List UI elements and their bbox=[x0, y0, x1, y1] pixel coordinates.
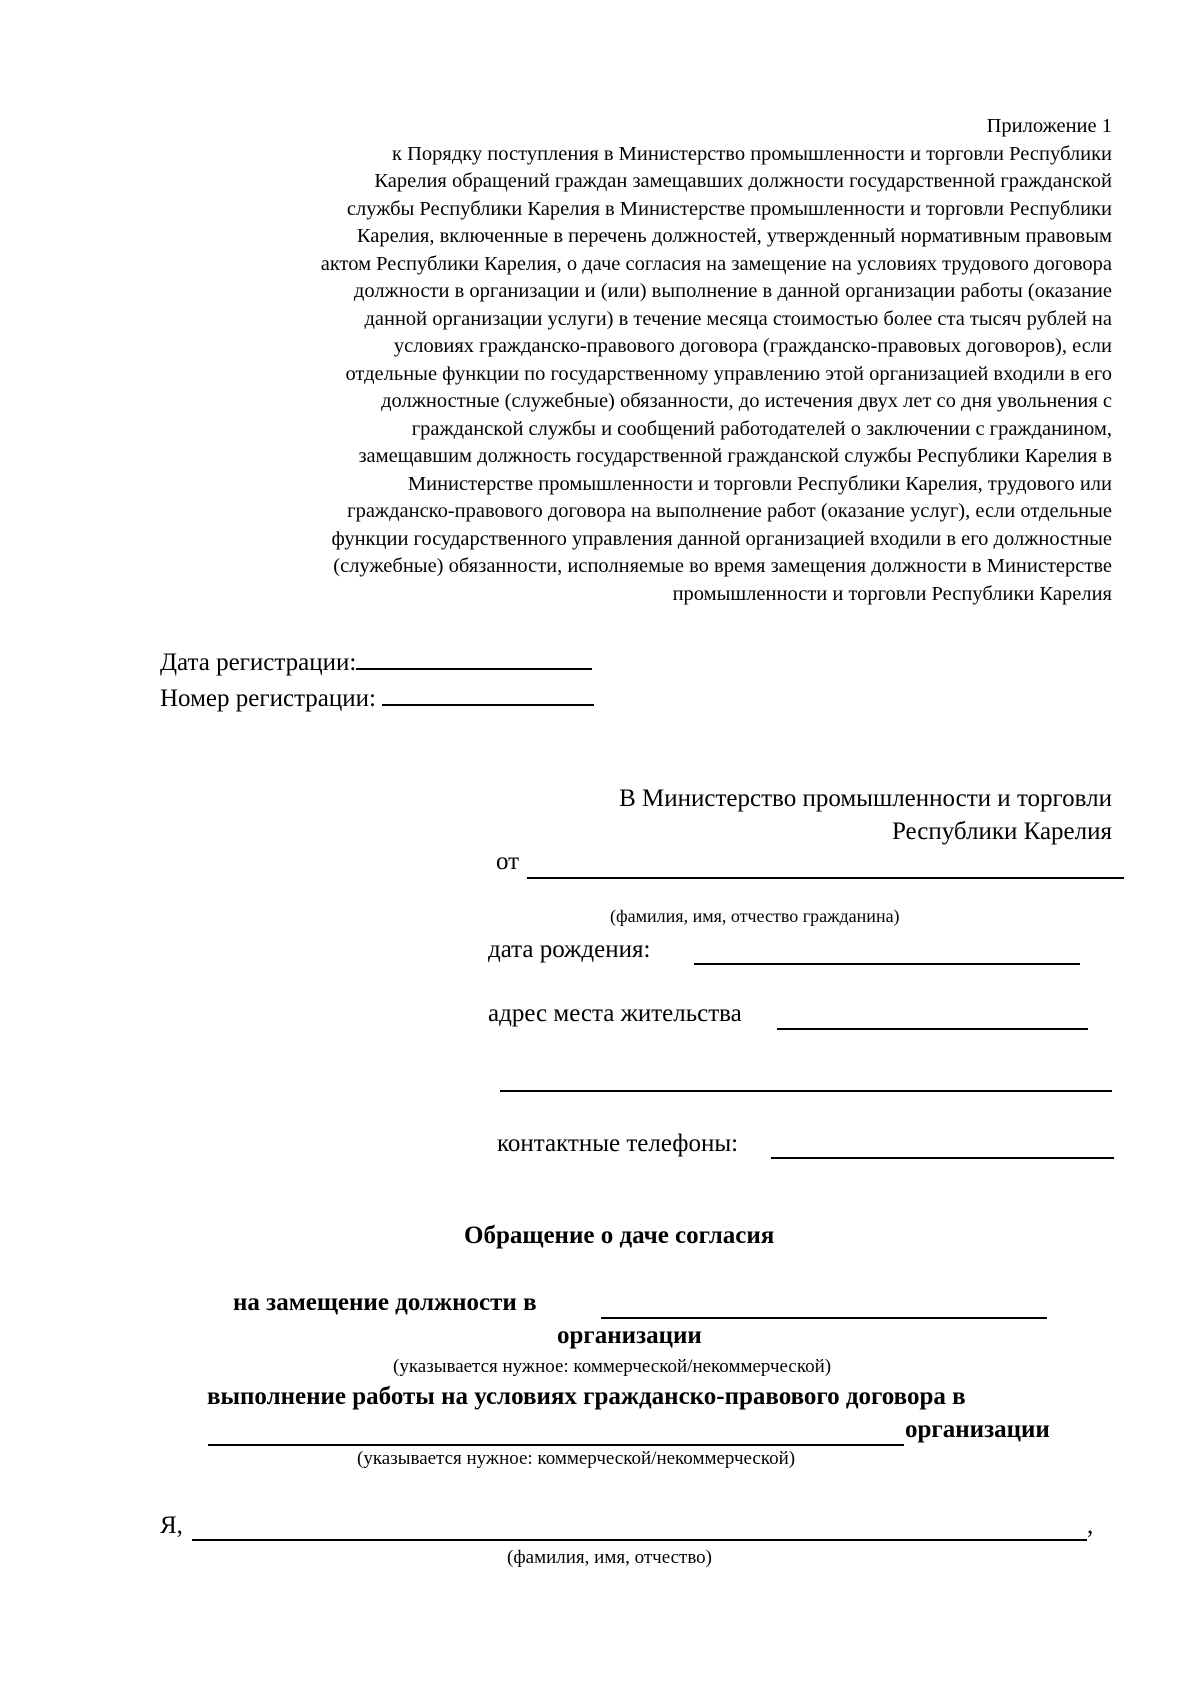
appendix-line: гражданско-правового договора на выполнение работ (оказание услуг), если отдельные bbox=[347, 500, 1112, 522]
appendix-line: гражданской службы и сообщений работодателей о заключении с гражданином, bbox=[411, 417, 1112, 440]
registration-number-label: Номер регистрации: bbox=[160, 685, 376, 712]
declarant-prefix: Я, bbox=[160, 1512, 183, 1539]
type-hint-2: (указывается нужное: коммерческой/некоммерческой) bbox=[357, 1448, 796, 1469]
appendix-header bbox=[152, 113, 1112, 608]
birth-date-field[interactable] bbox=[694, 963, 1080, 965]
declarant-suffix: , bbox=[1087, 1512, 1094, 1539]
appendix-line: функции государственного управления данной организацией входили в его должностные bbox=[331, 527, 1112, 550]
position-organization-field[interactable] bbox=[601, 1317, 1047, 1319]
addressee-line-1: В Министерство промышленности и торговли bbox=[619, 785, 1112, 812]
work-organization-field[interactable] bbox=[208, 1444, 904, 1446]
appendix-line: (служебные) обязанности, исполняемые во время замещения должности в Министерстве bbox=[333, 555, 1112, 577]
appendix-line: Карелия обращений граждан замещавших должности государственной гражданской bbox=[374, 170, 1112, 192]
phones-label: контактные телефоны: bbox=[497, 1130, 739, 1157]
registration-number-field[interactable] bbox=[382, 684, 594, 706]
registration-date-field[interactable] bbox=[356, 648, 592, 670]
appendix-line: должностные (служебные) обязанности, до истечения двух лет со дня увольнения с bbox=[381, 390, 1112, 412]
appendix-line: замещавшим должность государственной гражданской службы Республики Карелия в bbox=[358, 445, 1112, 467]
organization-word: организации bbox=[557, 1322, 702, 1349]
phones-field[interactable] bbox=[771, 1157, 1114, 1159]
address-field-line-2[interactable] bbox=[500, 1090, 1112, 1092]
organization-word-2: организации bbox=[905, 1416, 1050, 1443]
from-label: от bbox=[496, 848, 520, 875]
appendix-line: должности в организации и (или) выполнение в данной организации работы (оказание bbox=[353, 280, 1112, 302]
addressee-block bbox=[619, 782, 1112, 848]
appendix-line: актом Республики Карелия, о даче согласия на замещение на условиях трудового договора bbox=[320, 252, 1112, 275]
birth-date-label: дата рождения: bbox=[488, 936, 651, 963]
request-title: Обращение о даче согласия bbox=[464, 1222, 775, 1249]
declarant-name-field[interactable] bbox=[192, 1539, 1087, 1541]
from-name-field[interactable] bbox=[527, 877, 1124, 879]
appendix-line: к Порядку поступления в Министерство промышленности и торговли Республики bbox=[392, 142, 1112, 165]
registration-date-label: Дата регистрации: bbox=[160, 649, 357, 676]
work-label: выполнение работы на условиях гражданско-правового договора в bbox=[207, 1383, 966, 1410]
address-field-line-1[interactable] bbox=[777, 1028, 1088, 1030]
from-caption: (фамилия, имя, отчество гражданина) bbox=[610, 906, 900, 926]
registration-date-row bbox=[160, 648, 592, 677]
registration-number-row bbox=[160, 684, 594, 713]
appendix-line: отдельные функции по государственному управлению этой организацией входили в его bbox=[345, 362, 1112, 385]
declarant-caption: (фамилия, имя, отчество) bbox=[507, 1547, 713, 1568]
appendix-line: службы Республики Карелия в Министерстве промышленности и торговли Республики bbox=[346, 197, 1112, 220]
appendix-line: Приложение 1 bbox=[986, 115, 1112, 137]
appendix-line: данной организации услуги) в течение месяца стоимостью более ста тысяч рублей на bbox=[364, 307, 1112, 330]
position-label: на замещение должности в bbox=[233, 1289, 537, 1316]
addressee-line-2: Республики Карелия bbox=[891, 818, 1112, 845]
address-label: адрес места жительства bbox=[488, 1000, 742, 1027]
appendix-line: Карелия, включенные в перечень должностей, утвержденный нормативным правовым bbox=[356, 225, 1112, 247]
type-hint: (указывается нужное: коммерческой/некоммерческой) bbox=[393, 1356, 832, 1377]
appendix-line: условиях гражданско-правового договора (гражданско-правовых договоров), если bbox=[393, 335, 1112, 357]
appendix-line: промышленности и торговли Республики Карелия bbox=[672, 582, 1112, 605]
appendix-line: Министерстве промышленности и торговли Республики Карелия, трудового или bbox=[407, 472, 1112, 495]
